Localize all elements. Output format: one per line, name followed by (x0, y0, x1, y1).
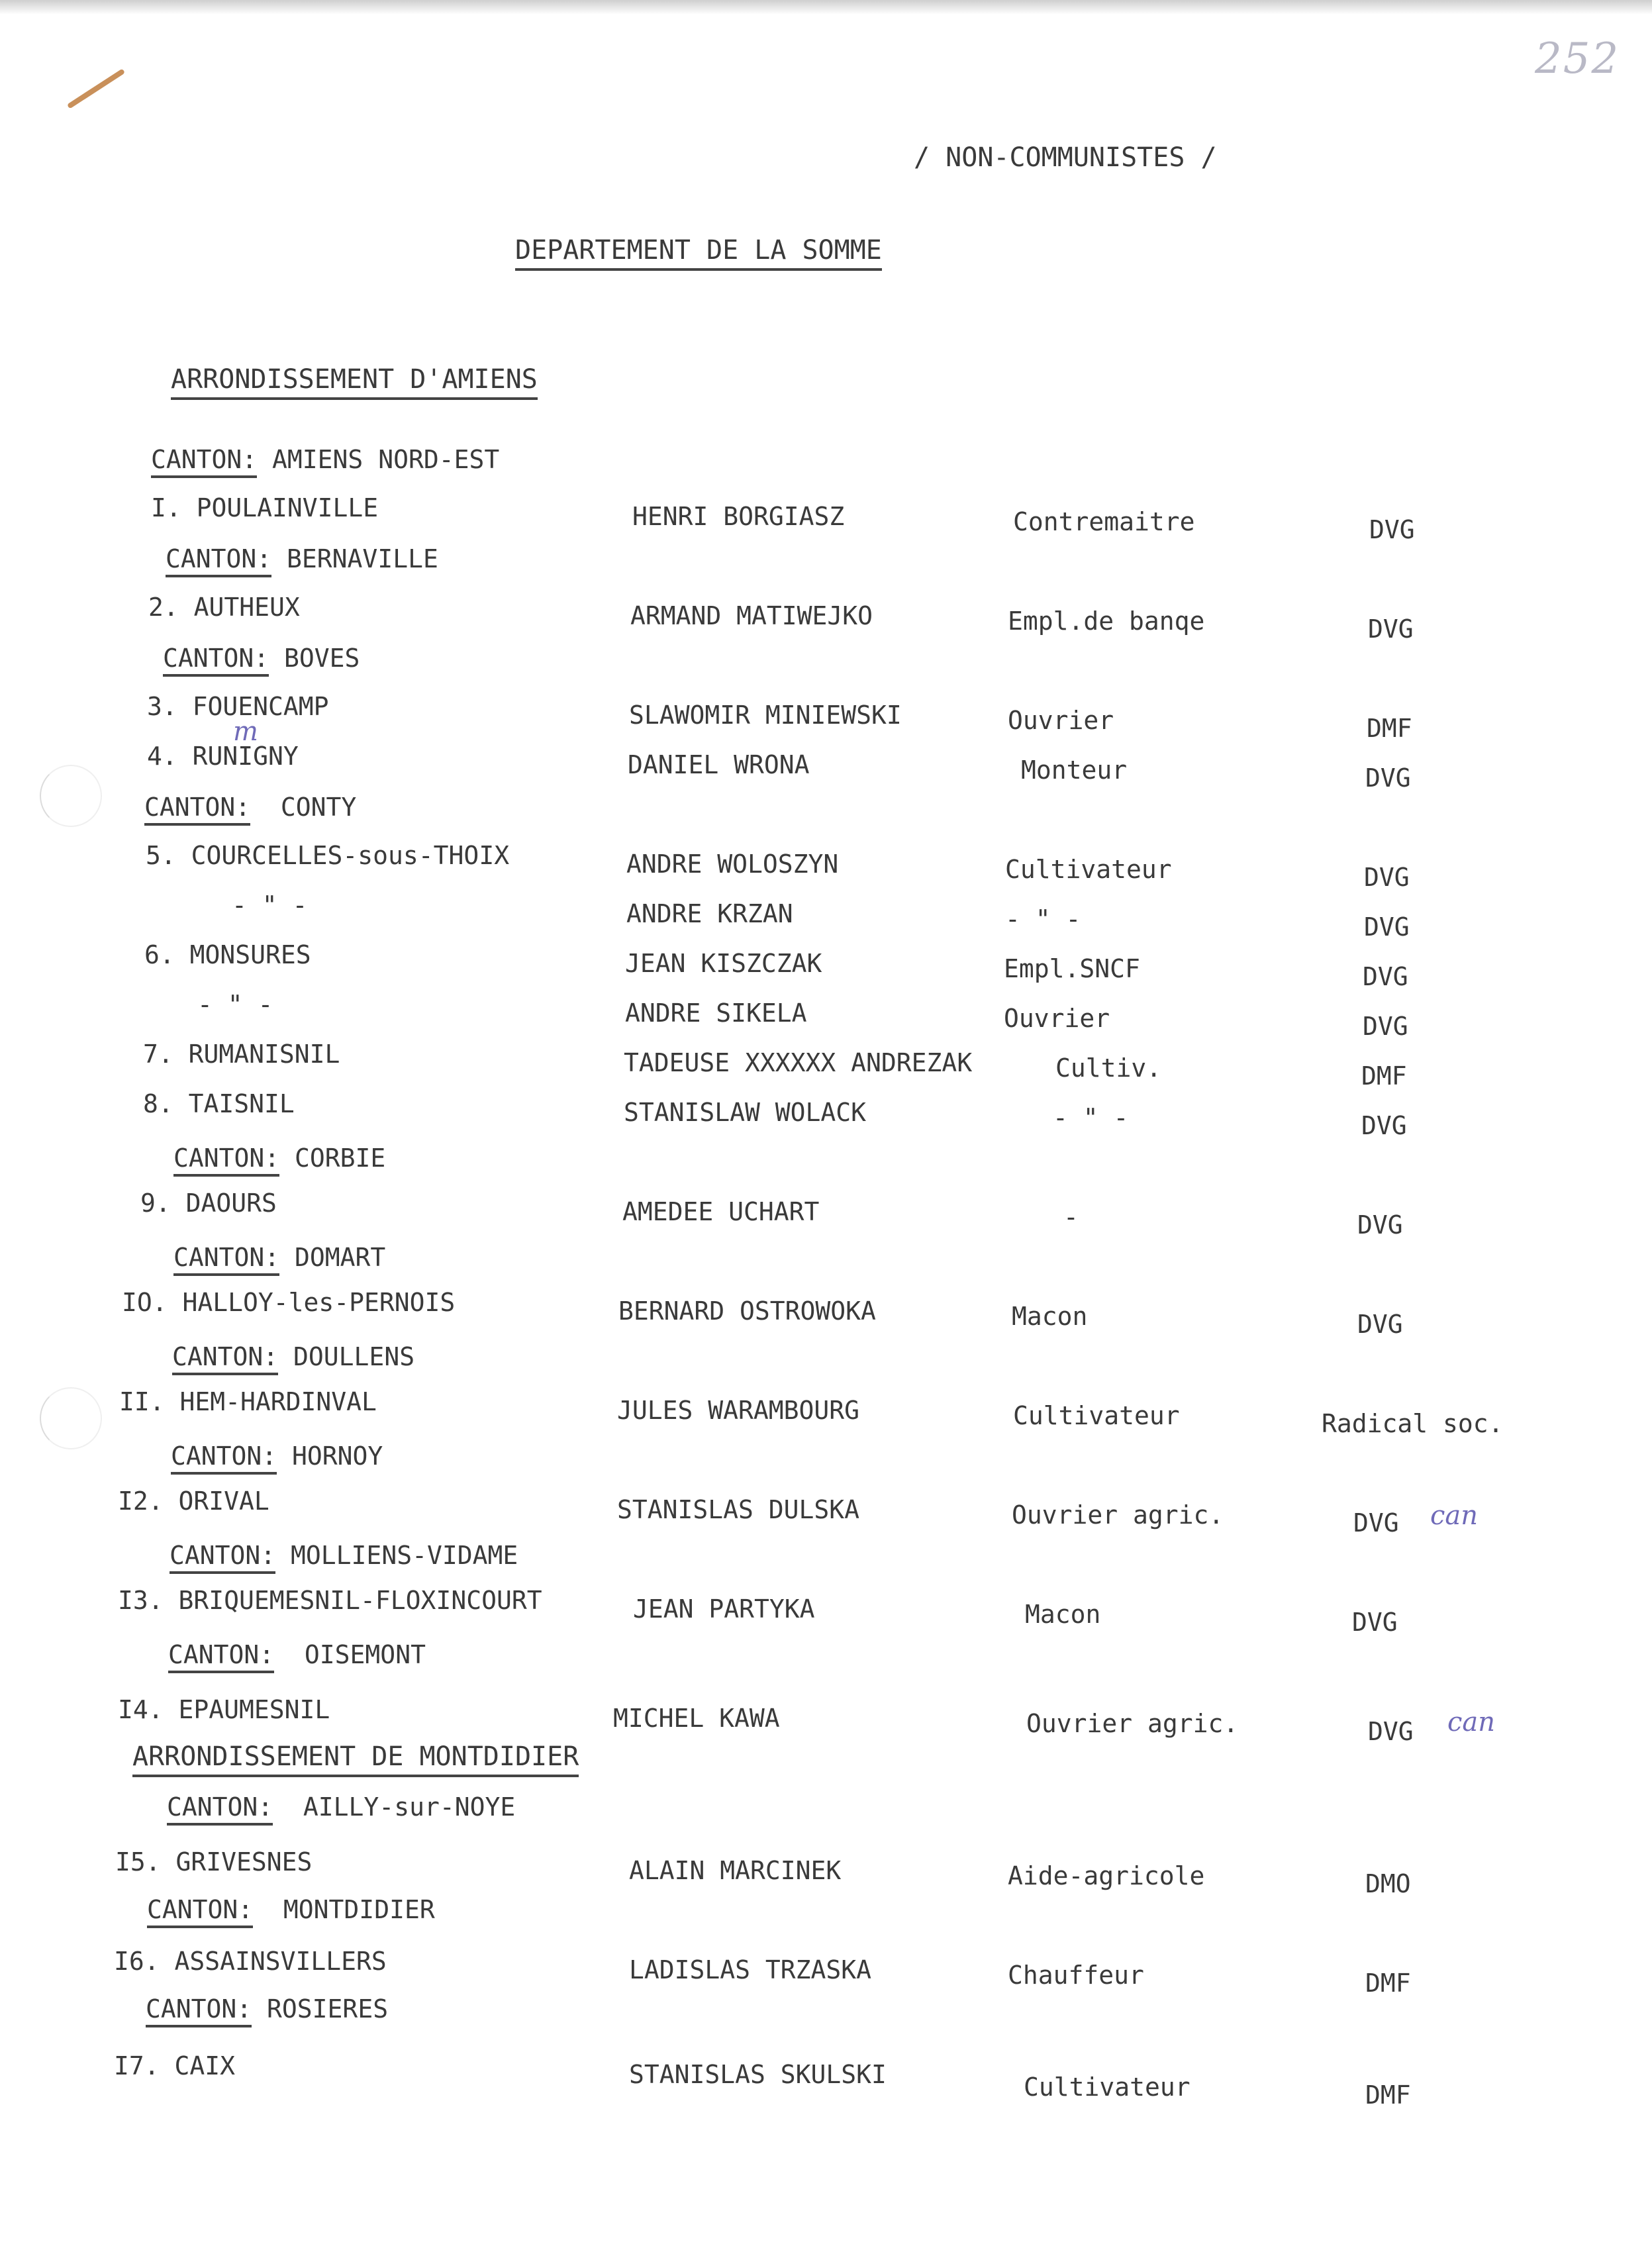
party: DVG (1363, 1012, 1408, 1041)
party: DVG (1364, 912, 1410, 942)
profession: Contremaitre (1013, 507, 1195, 536)
canton-heading (144, 793, 356, 826)
canton-label: CANTON: (172, 1342, 278, 1375)
canton-label: CANTON: (167, 1792, 273, 1826)
canton-heading (172, 1342, 414, 1375)
canton-label: CANTON: (144, 793, 250, 826)
canton-name: CONTY (280, 793, 357, 822)
canton-label: CANTON: (173, 1243, 279, 1276)
pen-mark (67, 68, 125, 109)
handwritten-correction: m (233, 716, 258, 747)
commune: I2. ORIVAL (118, 1487, 269, 1516)
canton-label: CANTON: (147, 1895, 253, 1928)
canton-label: CANTON: (170, 1541, 275, 1574)
person-name: BERNARD OSTROWOKA (618, 1296, 876, 1326)
punch-hole (40, 765, 102, 827)
canton-name: MONTDIDIER (283, 1895, 435, 1924)
party: DVG (1364, 863, 1410, 892)
person-name: JULES WARAMBOURG (617, 1396, 860, 1425)
handwritten-annotation: can (1447, 1707, 1496, 1737)
canton-heading (170, 1541, 518, 1574)
page-number: 252 (1535, 34, 1620, 83)
person-name: ANDRE KRZAN (626, 899, 793, 928)
canton-heading (168, 1640, 426, 1673)
person-name: HENRI BORGIASZ (632, 502, 845, 531)
page-top-edge (0, 0, 1652, 15)
commune: I3. BRIQUEMESNIL-FLOXINCOURT (118, 1586, 542, 1615)
person-name: STANISLAS DULSKA (617, 1495, 860, 1524)
commune: I7. CAIX (114, 2051, 236, 2080)
arrondissement-label: ARRONDISSEMENT DE MONTDIDIER (132, 1741, 579, 1777)
party: DVG (1368, 1717, 1414, 1746)
canton-name: OISEMONT (304, 1640, 426, 1669)
document-title: DEPARTEMENT DE LA SOMME (515, 235, 882, 271)
person-name: ANDRE SIKELA (625, 999, 807, 1028)
party: DMF (1367, 714, 1412, 743)
canton-heading (151, 445, 499, 478)
canton-name: AMIENS NORD-EST (272, 445, 500, 474)
canton-label: CANTON: (146, 1994, 252, 2027)
canton-name: HORNOY (292, 1441, 383, 1471)
profession: Ouvrier agric. (1012, 1500, 1224, 1530)
canton-heading (173, 1144, 385, 1177)
person-name: AMEDEE UCHART (622, 1197, 820, 1226)
canton-name: BOVES (284, 644, 360, 673)
person-name: LADISLAS TRZASKA (629, 1955, 872, 1984)
party: DVG (1357, 1210, 1403, 1240)
party: DVG (1361, 1111, 1407, 1140)
canton-label: CANTON: (171, 1441, 277, 1475)
profession: Cultiv. (1055, 1053, 1162, 1083)
profession: Empl.SNCF (1004, 954, 1140, 983)
arrondissement-heading (132, 1741, 579, 1772)
person-name: DANIEL WRONA (628, 750, 810, 779)
person-name: JEAN KISZCZAK (625, 949, 822, 978)
canton-name: MOLLIENS-VIDAME (291, 1541, 518, 1570)
commune: I5. GRIVESNES (115, 1847, 313, 1877)
commune: 3. FOUENCAMP (147, 692, 329, 721)
canton-heading (173, 1243, 385, 1276)
party: DVG (1353, 1508, 1399, 1537)
commune: 4. RUNIGNY (147, 742, 299, 771)
commune: I4. EPAUMESNIL (118, 1695, 330, 1724)
profession: Ouvrier (1004, 1004, 1110, 1033)
canton-heading (171, 1441, 383, 1475)
arrondissement-label: ARRONDISSEMENT D'AMIENS (171, 364, 538, 400)
canton-label: CANTON: (163, 644, 269, 677)
person-name: MICHEL KAWA (613, 1704, 780, 1733)
canton-name: AILLY-sur-NOYE (303, 1792, 516, 1822)
profession: Chauffeur (1008, 1961, 1144, 1990)
party: DVG (1363, 962, 1408, 991)
person-name: JEAN PARTYKA (633, 1594, 815, 1624)
profession: Cultivateur (1005, 855, 1172, 884)
arrondissement-heading (171, 364, 538, 395)
party: DVG (1357, 1310, 1403, 1339)
commune: 7. RUMANISNIL (143, 1040, 340, 1069)
canton-heading (146, 1994, 388, 2027)
canton-label: CANTON: (168, 1640, 274, 1673)
commune: - " - (197, 990, 273, 1019)
profession: - " - (1053, 1103, 1129, 1132)
person-name: ANDRE WOLOSZYN (626, 850, 839, 879)
handwritten-annotation: can (1430, 1500, 1479, 1531)
commune: I6. ASSAINSVILLERS (114, 1947, 387, 1976)
commune: 6. MONSURES (144, 940, 311, 969)
canton-name: ROSIERES (267, 1994, 389, 2024)
commune: 2. AUTHEUX (148, 593, 300, 622)
party: DVG (1365, 763, 1411, 793)
party: Radical soc. (1322, 1409, 1504, 1438)
canton-label: CANTON: (151, 445, 257, 478)
party: DVG (1369, 515, 1415, 544)
profession: Ouvrier agric. (1026, 1709, 1239, 1738)
header-label: / NON-COMMUNISTES / (914, 142, 1217, 173)
person-name: STANISLAW WOLACK (624, 1098, 867, 1127)
canton-label: CANTON: (173, 1144, 279, 1177)
commune: I. POULAINVILLE (151, 493, 379, 522)
commune: II. HEM-HARDINVAL (119, 1387, 377, 1416)
profession: Macon (1025, 1600, 1101, 1629)
person-name: STANISLAS SKULSKI (629, 2060, 887, 2089)
party: DVG (1352, 1608, 1398, 1637)
commune: IO. HALLOY-les-PERNOIS (122, 1288, 456, 1317)
canton-heading (147, 1895, 435, 1928)
profession: Aide-agricole (1008, 1861, 1205, 1890)
party: DMO (1365, 1869, 1411, 1898)
profession: Monteur (1021, 756, 1128, 785)
canton-heading (166, 544, 438, 577)
canton-heading (167, 1792, 515, 1826)
profession: - (1063, 1202, 1079, 1232)
profession: Ouvrier (1008, 706, 1114, 735)
party: DVG (1368, 614, 1414, 644)
person-name: ALAIN MARCINEK (629, 1856, 842, 1885)
canton-name: BERNAVILLE (287, 544, 438, 573)
profession: - " - (1005, 904, 1081, 934)
commune: 9. DAOURS (140, 1189, 277, 1218)
profession: Empl.de banqe (1008, 607, 1205, 636)
person-name: ARMAND MATIWEJKO (630, 601, 873, 630)
commune: 8. TAISNIL (143, 1089, 295, 1118)
person-name: SLAWOMIR MINIEWSKI (629, 701, 902, 730)
canton-name: DOMART (295, 1243, 386, 1272)
punch-hole (40, 1387, 102, 1449)
canton-label: CANTON: (166, 544, 271, 577)
canton-name: CORBIE (295, 1144, 386, 1173)
canton-heading (163, 644, 360, 677)
party: DMF (1365, 1969, 1411, 1998)
party: DMF (1361, 1061, 1407, 1091)
party: DMF (1365, 2080, 1411, 2110)
commune: 5. COURCELLES-sous-THOIX (146, 841, 510, 870)
canton-name: DOULLENS (293, 1342, 415, 1371)
profession: Macon (1012, 1302, 1088, 1331)
profession: Cultivateur (1013, 1401, 1180, 1430)
profession: Cultivateur (1024, 2073, 1190, 2102)
commune: - " - (232, 891, 308, 920)
person-name: TADEUSE XXXXXX ANDREZAK (624, 1048, 973, 1077)
